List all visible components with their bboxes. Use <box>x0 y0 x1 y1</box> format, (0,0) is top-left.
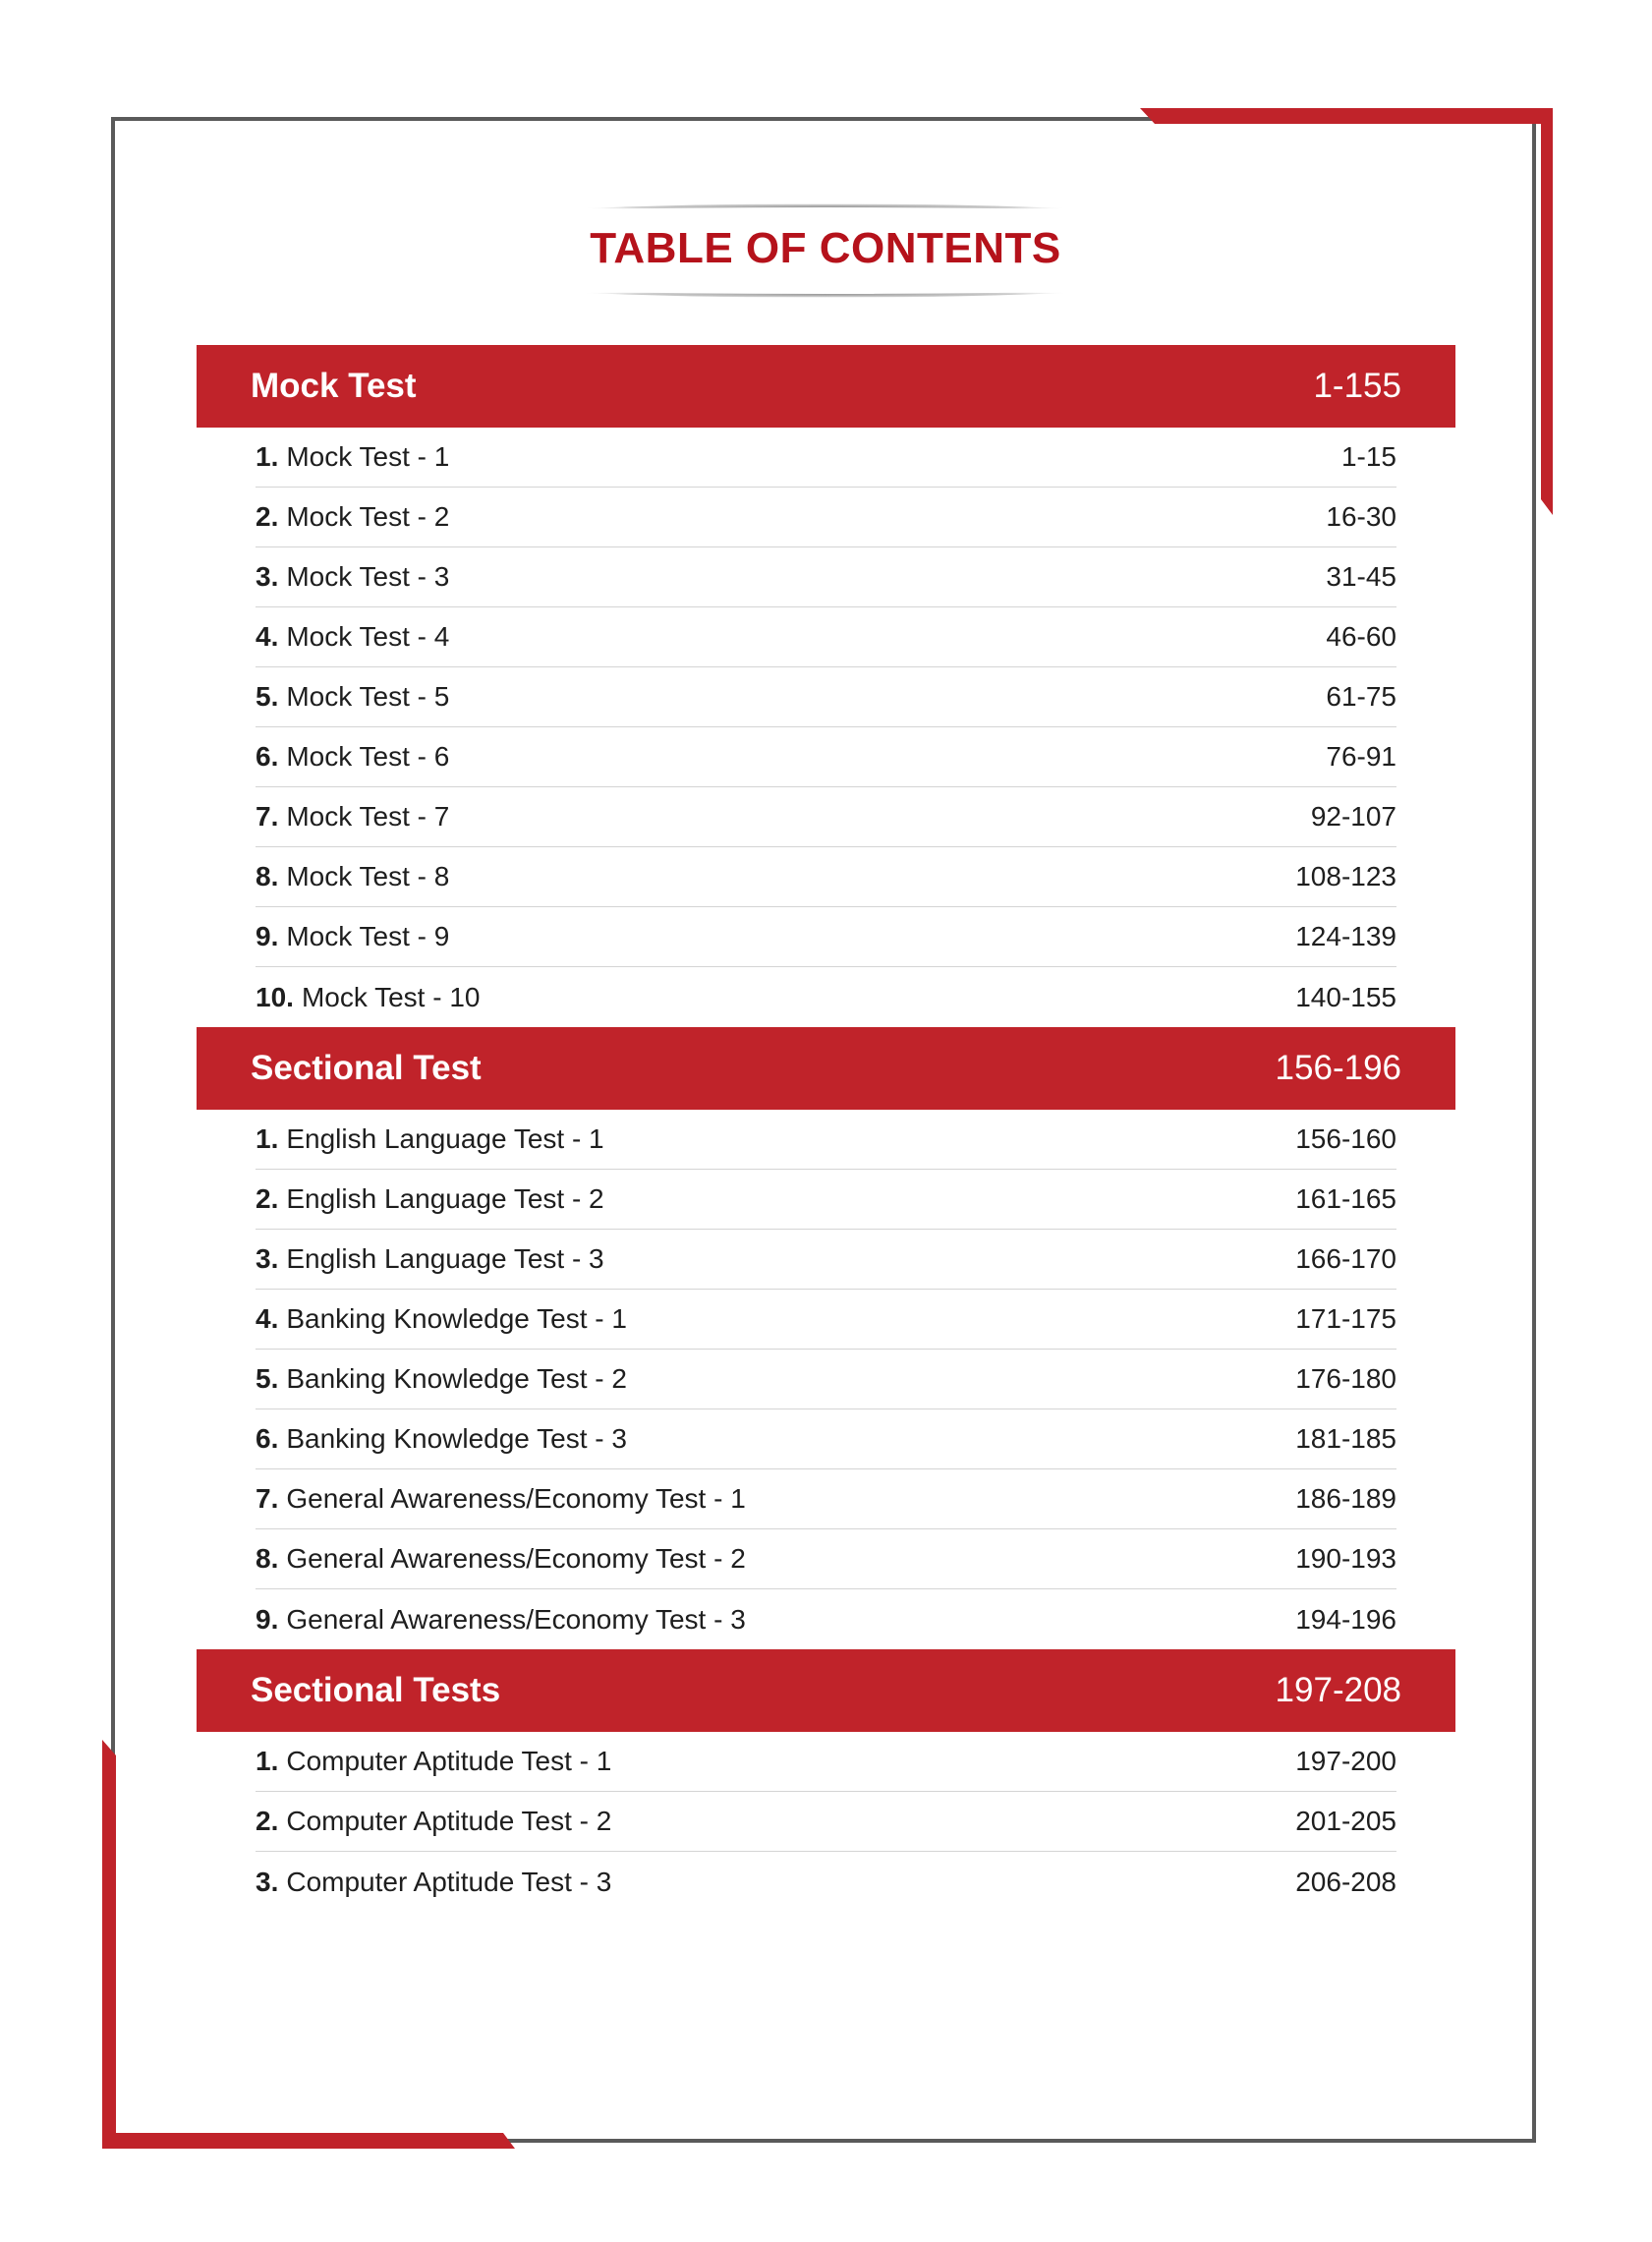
toc-entry-title <box>256 681 449 713</box>
toc-entry[interactable] <box>256 1350 1396 1409</box>
section-page-range: 156-196 <box>1275 1049 1401 1087</box>
toc-entry-pages: 16-30 <box>1326 501 1396 532</box>
toc-entry-pages: 194-196 <box>1295 1603 1396 1635</box>
toc-entry-number: 1. <box>256 441 279 472</box>
section-header <box>197 1649 1455 1732</box>
section-name: Mock Test <box>251 367 417 405</box>
section-page-range: 197-208 <box>1275 1671 1401 1709</box>
toc-entry-title <box>256 1746 611 1777</box>
toc-entry-label: Banking Knowledge Test - 2 <box>286 1363 627 1394</box>
toc-entry-label: Computer Aptitude Test - 2 <box>286 1806 612 1836</box>
toc-entry-title <box>256 1483 746 1515</box>
toc-entry[interactable] <box>256 907 1396 967</box>
toc-entry-pages: 181-185 <box>1295 1423 1396 1454</box>
toc-entry-pages: 124-139 <box>1295 921 1396 951</box>
toc-entry[interactable] <box>256 667 1396 727</box>
toc-entry-pages: 161-165 <box>1295 1183 1396 1214</box>
toc-entry-label: Mock Test - 3 <box>286 561 450 592</box>
toc-entry-title <box>256 1867 611 1898</box>
toc-entry-pages: 140-155 <box>1295 981 1396 1012</box>
toc-entry-title <box>256 1123 604 1155</box>
toc-entry-pages: 197-200 <box>1295 1746 1396 1776</box>
section-page-range: 1-155 <box>1313 367 1401 405</box>
section-entries <box>197 1110 1455 1649</box>
toc-entry-title <box>256 921 449 952</box>
toc-entry-pages: 201-205 <box>1295 1806 1396 1836</box>
toc-entry-number: 1. <box>256 1123 279 1154</box>
toc-entry-label: Computer Aptitude Test - 3 <box>286 1866 612 1897</box>
toc-entry-number: 2. <box>256 1806 279 1836</box>
toc-entry[interactable] <box>256 787 1396 847</box>
toc-entry-title <box>256 1183 604 1215</box>
toc-entry-number: 3. <box>256 1866 279 1897</box>
toc-entry-number: 7. <box>256 1483 279 1514</box>
toc-entry-title <box>256 561 449 593</box>
toc-entry[interactable] <box>256 1110 1396 1170</box>
toc-entry-number: 2. <box>256 501 279 532</box>
toc-entry-title <box>256 501 449 533</box>
toc-entry-number: 5. <box>256 681 279 712</box>
toc-entry-label: Mock Test - 5 <box>286 681 450 712</box>
toc-entry-number: 3. <box>256 1243 279 1274</box>
toc-entry-pages: 61-75 <box>1326 681 1396 712</box>
toc-entry-title <box>256 1806 611 1837</box>
toc-entry-title <box>256 441 449 473</box>
toc-entry[interactable] <box>256 1589 1396 1649</box>
toc-entry-title <box>256 1543 746 1575</box>
page-title: TABLE OF CONTENTS <box>590 224 1061 272</box>
toc-entry-pages: 108-123 <box>1295 861 1396 891</box>
toc-entry-number: 8. <box>256 861 279 891</box>
toc-entry-pages: 171-175 <box>1295 1303 1396 1334</box>
toc-entry-label: Mock Test - 6 <box>286 741 450 772</box>
toc-entry-label: Banking Knowledge Test - 3 <box>286 1423 627 1454</box>
section-name: Sectional Test <box>251 1049 482 1087</box>
toc-entry-label: Mock Test - 4 <box>286 621 450 652</box>
toc-entry[interactable] <box>256 547 1396 607</box>
section-header <box>197 345 1455 428</box>
toc-entry-title <box>256 1243 604 1275</box>
toc-entry-pages: 186-189 <box>1295 1483 1396 1514</box>
toc-entry-number: 6. <box>256 741 279 772</box>
table-of-contents <box>197 345 1455 1912</box>
toc-entry-pages: 92-107 <box>1310 801 1396 832</box>
toc-entry-label: General Awareness/Economy Test - 1 <box>286 1483 746 1514</box>
toc-entry-label: English Language Test - 2 <box>286 1183 604 1214</box>
toc-entry-pages: 206-208 <box>1295 1866 1396 1897</box>
toc-entry-pages: 156-160 <box>1295 1123 1396 1154</box>
toc-entry-number: 9. <box>256 1603 279 1635</box>
toc-entry-number: 4. <box>256 1303 279 1334</box>
section-entries <box>197 428 1455 1027</box>
toc-entry-pages: 1-15 <box>1340 441 1396 472</box>
toc-entry-pages: 31-45 <box>1326 561 1396 592</box>
toc-entry-title <box>256 1604 746 1636</box>
toc-entry[interactable] <box>256 1792 1396 1852</box>
toc-entry-title <box>256 801 449 833</box>
toc-entry[interactable] <box>256 607 1396 667</box>
toc-entry-title <box>256 621 449 653</box>
toc-entry-pages: 76-91 <box>1326 741 1396 772</box>
toc-entry-number: 7. <box>256 801 279 832</box>
toc-entry[interactable] <box>256 847 1396 907</box>
toc-entry-label: Banking Knowledge Test - 1 <box>286 1303 627 1334</box>
toc-entry-label: General Awareness/Economy Test - 2 <box>286 1543 746 1574</box>
toc-entry-title <box>256 1303 627 1335</box>
toc-entry-label: Mock Test - 2 <box>286 501 450 532</box>
toc-entry-title <box>256 861 449 892</box>
toc-entry-number: 8. <box>256 1543 279 1574</box>
toc-entry[interactable] <box>256 428 1396 488</box>
toc-entry-label: Mock Test - 9 <box>286 921 450 951</box>
toc-entry-number: 2. <box>256 1183 279 1214</box>
toc-entry-label: English Language Test - 1 <box>286 1123 604 1154</box>
toc-entry[interactable] <box>256 1409 1396 1469</box>
toc-entry-number: 1. <box>256 1746 279 1776</box>
section-name: Sectional Tests <box>251 1671 501 1709</box>
toc-entry-title <box>256 741 449 773</box>
toc-entry-number: 3. <box>256 561 279 592</box>
toc-entry-label: Mock Test - 8 <box>286 861 450 891</box>
toc-entry-pages: 166-170 <box>1295 1243 1396 1274</box>
toc-entry-number: 5. <box>256 1363 279 1394</box>
toc-entry[interactable] <box>256 1852 1396 1912</box>
toc-entry-label: General Awareness/Economy Test - 3 <box>286 1603 746 1635</box>
toc-entry-pages: 46-60 <box>1326 621 1396 652</box>
toc-entry-pages: 176-180 <box>1295 1363 1396 1394</box>
toc-entry-pages: 190-193 <box>1295 1543 1396 1574</box>
toc-entry[interactable] <box>256 727 1396 787</box>
toc-entry[interactable] <box>256 1290 1396 1350</box>
toc-entry-title <box>256 1423 627 1455</box>
toc-entry[interactable] <box>256 1732 1396 1792</box>
toc-entry[interactable] <box>256 1230 1396 1290</box>
title-block <box>531 197 1120 305</box>
toc-entry[interactable] <box>256 488 1396 547</box>
toc-entry-number: 4. <box>256 621 279 652</box>
toc-entry-number: 10. <box>256 981 294 1012</box>
toc-entry-label: Mock Test - 7 <box>286 801 450 832</box>
toc-entry-number: 6. <box>256 1423 279 1454</box>
toc-entry[interactable] <box>256 967 1396 1027</box>
section-header <box>197 1027 1455 1110</box>
toc-entry-title <box>256 982 481 1013</box>
toc-entry[interactable] <box>256 1529 1396 1589</box>
toc-entry-number: 9. <box>256 921 279 951</box>
section-entries <box>197 1732 1455 1912</box>
toc-entry-label: English Language Test - 3 <box>286 1243 604 1274</box>
toc-entry[interactable] <box>256 1170 1396 1230</box>
toc-entry-label: Mock Test - 10 <box>301 981 481 1012</box>
toc-entry-label: Computer Aptitude Test - 1 <box>286 1746 612 1776</box>
toc-entry-title <box>256 1363 627 1395</box>
toc-entry[interactable] <box>256 1469 1396 1529</box>
toc-entry-label: Mock Test - 1 <box>286 441 450 472</box>
